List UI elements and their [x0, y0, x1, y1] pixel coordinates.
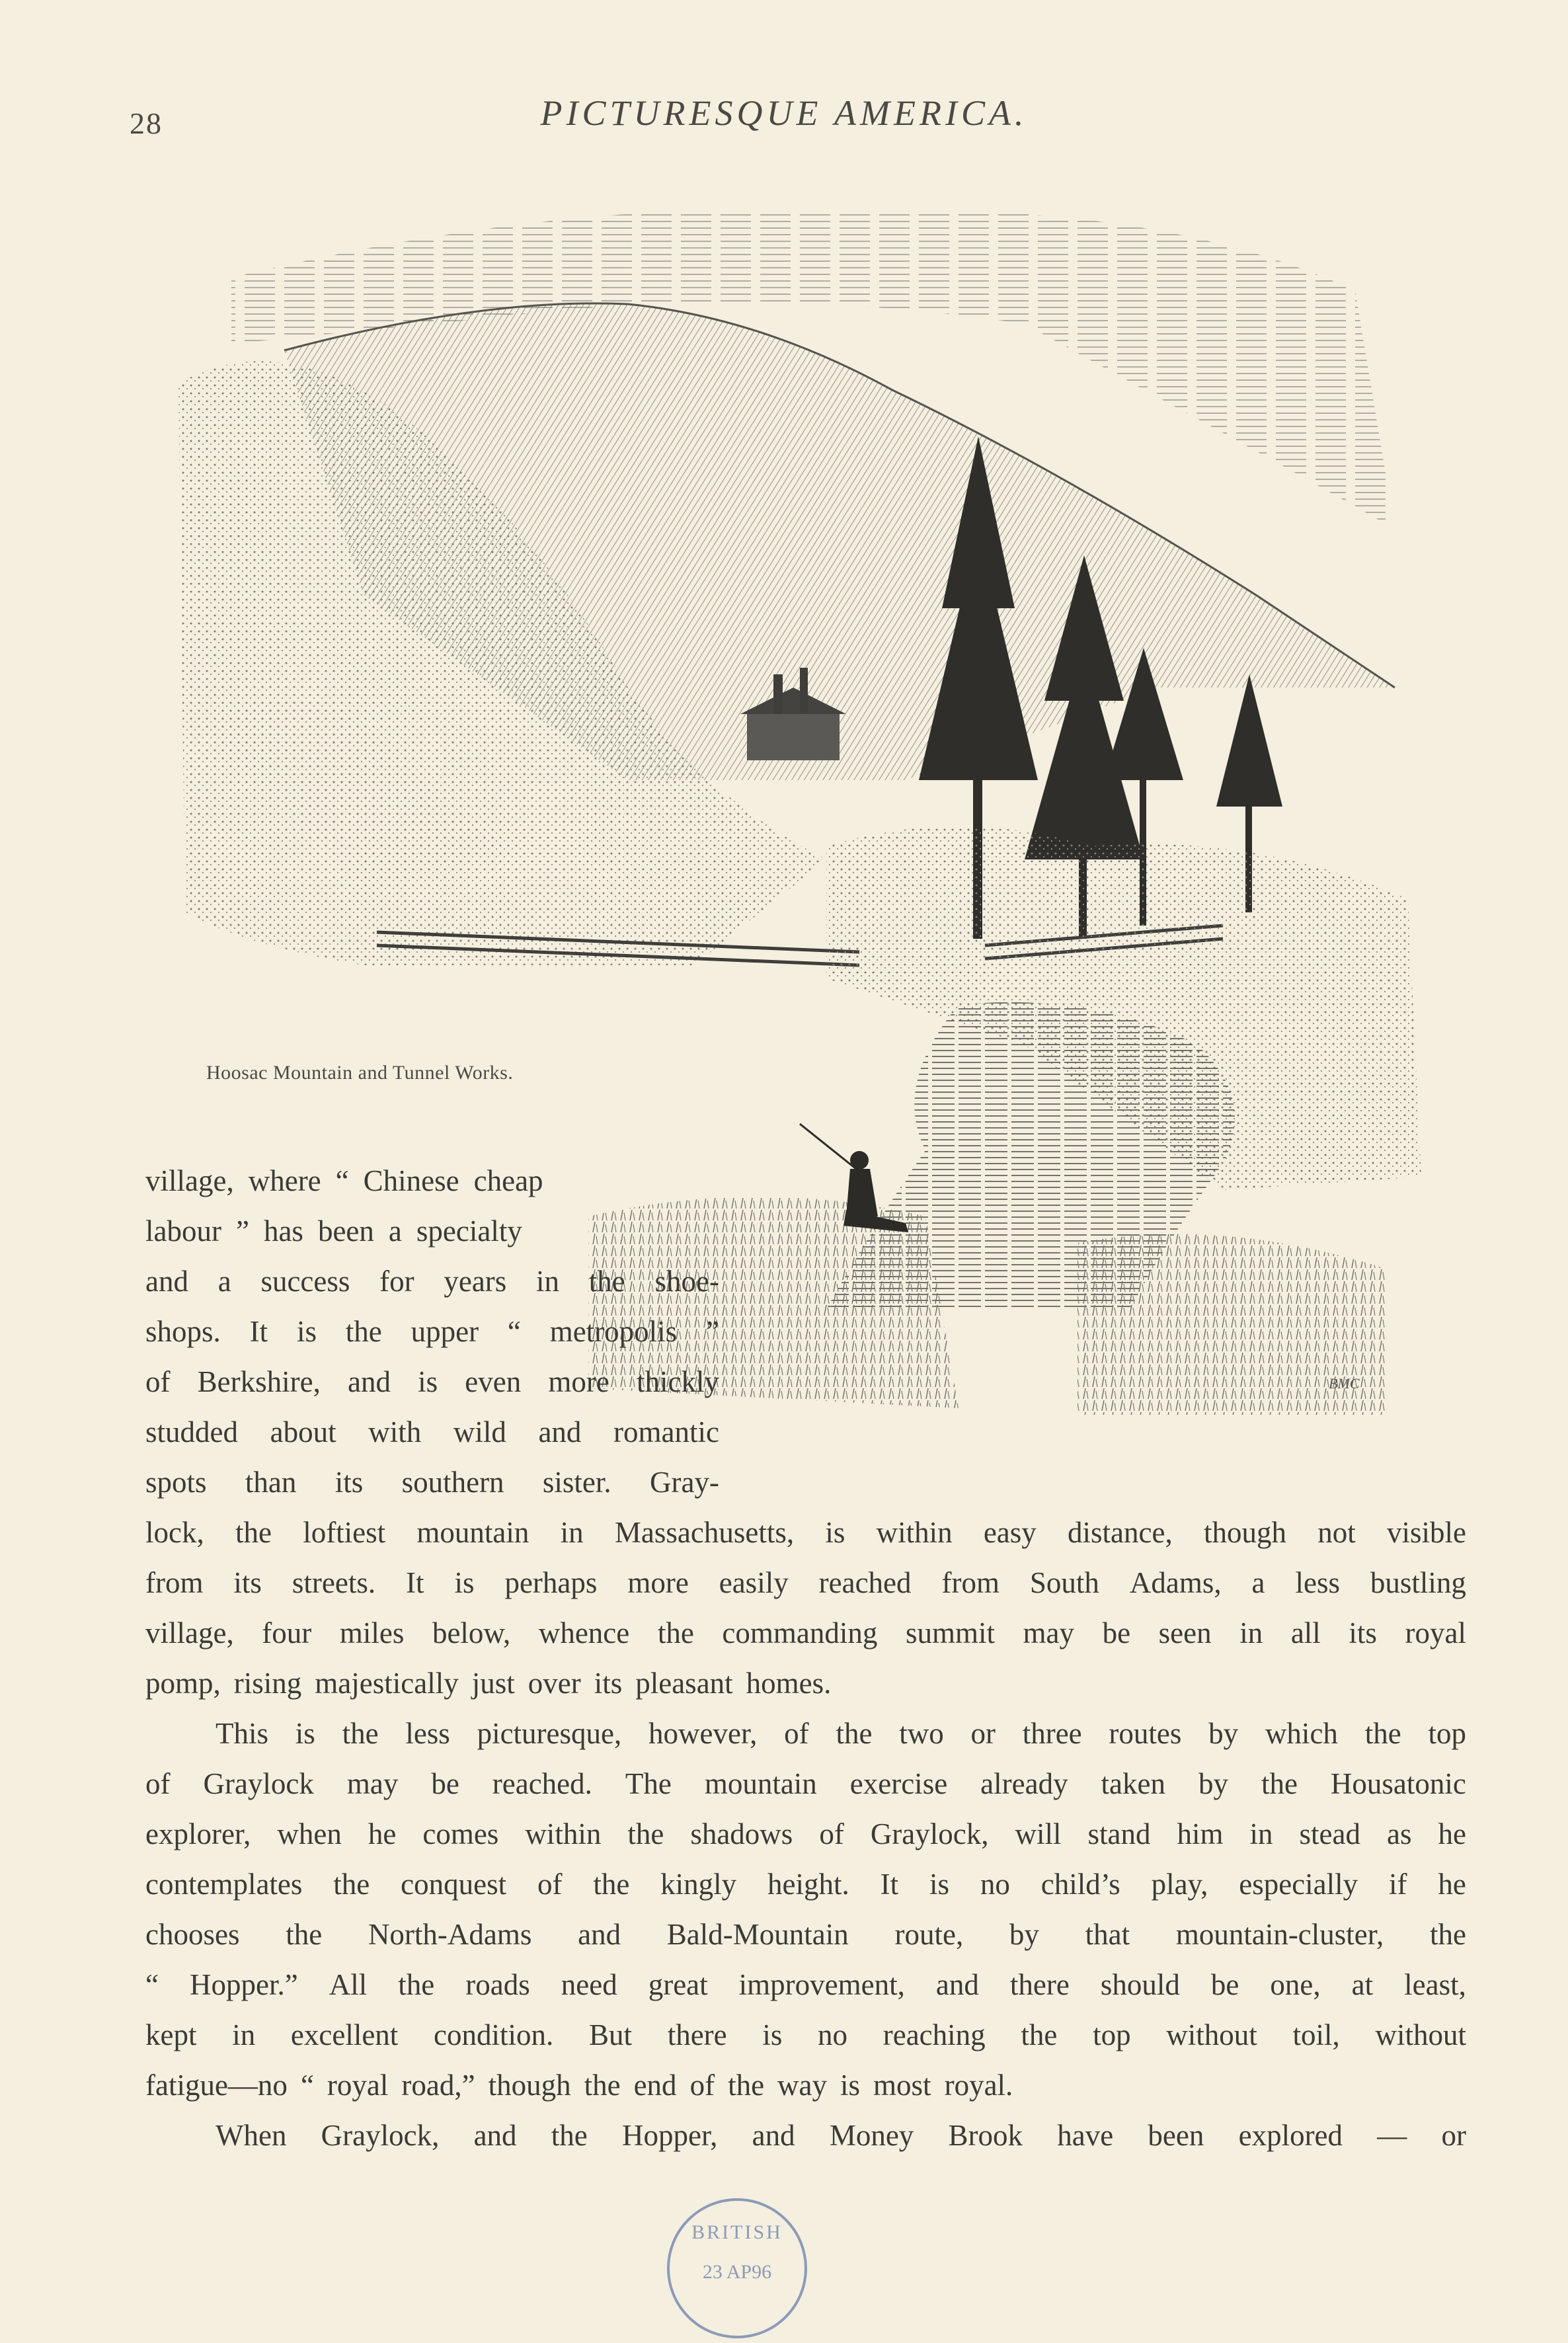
word: success — [260, 1265, 350, 1298]
word: studded — [145, 1415, 238, 1449]
word: that — [1085, 1918, 1130, 1951]
word: a — [1251, 1566, 1265, 1599]
word: whence — [538, 1616, 630, 1649]
word: It — [406, 1566, 424, 1599]
word: in — [1249, 1817, 1273, 1850]
word: is — [454, 1566, 475, 1599]
text-line — [145, 1608, 1466, 1658]
word: The — [625, 1767, 672, 1800]
word: upper — [411, 1315, 479, 1348]
word: Money — [829, 2119, 914, 2152]
word: South — [1029, 1566, 1099, 1599]
word: height. — [767, 1868, 849, 1901]
word: of — [145, 1365, 171, 1398]
word: the — [551, 2119, 588, 2152]
word: the — [584, 2069, 621, 2102]
word: the — [728, 2069, 765, 2102]
word: by — [1198, 1767, 1228, 1800]
word: contemplates — [145, 1868, 303, 1901]
word: conquest — [401, 1868, 507, 1901]
word: Massachusetts, — [614, 1516, 795, 1549]
word: may — [346, 1767, 399, 1800]
word: child’s — [1040, 1868, 1120, 1901]
word: streets. — [292, 1566, 376, 1599]
text-line — [145, 2010, 1466, 2060]
word: more — [627, 1566, 689, 1599]
word: exercise — [849, 1767, 948, 1800]
word: Graylock, — [870, 1817, 989, 1850]
word: “ — [335, 1164, 349, 1197]
word: of — [784, 1717, 809, 1750]
engraver-signature: BMC — [1329, 1375, 1360, 1392]
word: years — [444, 1265, 507, 1298]
word: within — [525, 1817, 602, 1850]
word: romantic — [613, 1415, 719, 1449]
word: routes — [1109, 1717, 1182, 1750]
library-stamp — [662, 2194, 812, 2343]
word: great — [648, 1968, 708, 2001]
word: is — [929, 1868, 949, 1901]
word: the — [1364, 1717, 1401, 1750]
word: if — [1389, 1868, 1407, 1901]
word: the — [1021, 2018, 1058, 2051]
word: top — [1428, 1717, 1466, 1750]
word: Chinese — [363, 1164, 459, 1197]
word: which — [1265, 1717, 1338, 1750]
word: four — [262, 1616, 312, 1649]
word: lock, — [145, 1516, 204, 1549]
text-line — [145, 1507, 1466, 1558]
word: a — [217, 1265, 231, 1298]
word: mountain — [704, 1767, 817, 1800]
word: Berkshire, — [197, 1365, 321, 1398]
word: “ — [507, 1315, 521, 1348]
word: miles — [339, 1616, 405, 1649]
word: the — [398, 1968, 435, 2001]
word: perhaps — [504, 1566, 598, 1599]
word: toil, — [1292, 2018, 1340, 2051]
text-line — [145, 1256, 719, 1306]
word: need — [561, 1968, 617, 2001]
word: the — [345, 1315, 382, 1348]
word: within — [876, 1516, 953, 1549]
word: way — [777, 2069, 828, 2102]
word: village, — [145, 1164, 234, 1197]
word: route, — [894, 1918, 964, 1951]
word: labour — [145, 1214, 221, 1248]
word: and — [752, 2119, 795, 2152]
word: Hopper, — [621, 2119, 718, 2152]
word: been — [1148, 2119, 1204, 2152]
illustration-caption: Hoosac Mountain and Tunnel Works. — [206, 1062, 514, 1084]
word: however, — [648, 1717, 758, 1750]
word: its — [233, 1566, 262, 1599]
word: kept — [145, 2018, 197, 2051]
text-line — [216, 2110, 1466, 2161]
word: seen — [1158, 1616, 1212, 1649]
word: the — [1429, 1918, 1466, 1951]
word: shops. — [145, 1315, 221, 1348]
word: picturesque, — [477, 1717, 622, 1750]
word: chooses — [145, 1918, 240, 1951]
word: shoe- — [654, 1265, 719, 1298]
word: improvement, — [738, 1968, 905, 2001]
word: “ — [145, 1968, 159, 2001]
word: the — [286, 1918, 323, 1951]
word: the — [836, 1717, 873, 1750]
word: have — [1057, 2119, 1114, 2152]
word: is — [418, 1365, 438, 1398]
word: rising — [233, 1667, 302, 1700]
word: pomp, — [145, 1667, 221, 1700]
text-line — [216, 1708, 1466, 1759]
text-line — [145, 1156, 719, 1206]
text-line — [145, 1407, 719, 1457]
word: and — [473, 2119, 517, 2152]
word: bustling — [1370, 1566, 1466, 1599]
word: — — [1377, 2119, 1407, 2152]
word: has — [263, 1214, 303, 1248]
word: explored — [1238, 2119, 1343, 2152]
word: Gray- — [650, 1466, 719, 1499]
word: a — [388, 1214, 402, 1248]
word: commanding — [722, 1616, 878, 1649]
word: Bald-Mountain — [666, 1918, 849, 1951]
running-head: PICTURESQUE AMERICA. — [540, 93, 1028, 133]
word: for — [379, 1265, 414, 1298]
word: summit — [905, 1616, 995, 1649]
word: be — [431, 1767, 459, 1800]
word: It — [880, 1868, 899, 1901]
word: comes — [422, 1817, 499, 1850]
word: royal. — [944, 2069, 1013, 2102]
word: in — [232, 2018, 256, 2051]
word: mountain-cluster, — [1175, 1918, 1384, 1951]
word: less — [1295, 1566, 1340, 1599]
word: Hopper.” — [190, 1968, 298, 2001]
word: royal — [327, 2069, 389, 2102]
word: there — [1009, 1968, 1070, 2001]
word: is — [762, 2018, 783, 2051]
word: loftiest — [303, 1516, 386, 1549]
word: one, — [1270, 1968, 1321, 2001]
word: stead — [1299, 1817, 1361, 1850]
word: All — [329, 1968, 368, 2001]
word: in — [1239, 1616, 1263, 1649]
word: no — [980, 1868, 1010, 1901]
word: distance, — [1068, 1516, 1173, 1549]
text-line — [145, 1759, 1466, 1809]
word: is — [840, 2069, 861, 2102]
word: even — [465, 1365, 522, 1398]
word: over — [528, 1667, 581, 1700]
word: there — [667, 2018, 727, 2051]
word: in — [560, 1516, 584, 1549]
word: village, — [145, 1616, 234, 1649]
word: about — [270, 1415, 336, 1449]
word: homes. — [746, 1667, 832, 1700]
text-line — [145, 1909, 1466, 1960]
word: When — [216, 2119, 287, 2152]
word: already — [980, 1767, 1068, 1800]
word: when — [277, 1817, 342, 1850]
word: Brook — [948, 2119, 1023, 2152]
word: shadows — [690, 1817, 793, 1850]
word: the — [342, 1717, 379, 1750]
text-line — [145, 1859, 1466, 1909]
word: reached. — [492, 1767, 592, 1800]
word: the — [657, 1616, 694, 1649]
word: be — [1102, 1616, 1131, 1649]
stamp-text-top: BRITISH — [691, 2221, 783, 2243]
word: reached — [818, 1566, 912, 1599]
text-line — [145, 1658, 1466, 1708]
word: he — [1438, 1817, 1466, 1850]
word: roads — [465, 1968, 530, 2001]
word: visible — [1386, 1516, 1466, 1549]
word: end — [633, 2069, 677, 2102]
word: specialty — [416, 1214, 522, 1248]
word: kingly — [660, 1868, 737, 1901]
word: he — [368, 1817, 397, 1850]
word: of — [819, 1817, 844, 1850]
word: of — [537, 1868, 563, 1901]
word: the — [333, 1868, 370, 1901]
word: than — [245, 1466, 297, 1499]
word: This — [216, 1717, 269, 1750]
word: and — [347, 1365, 391, 1398]
word: and — [538, 1415, 582, 1449]
word: from — [941, 1566, 1000, 1599]
word: thickly — [636, 1365, 719, 1398]
word: below, — [432, 1616, 511, 1649]
word: at — [1351, 1968, 1374, 2001]
word: by — [1009, 1918, 1039, 1951]
word: its — [594, 1667, 623, 1700]
word: and — [578, 1918, 621, 1951]
text-line — [145, 1558, 1466, 1608]
word: may — [1023, 1616, 1075, 1649]
word: is — [296, 1315, 317, 1348]
word: explorer, — [145, 1817, 251, 1850]
word: and — [145, 1265, 188, 1298]
word: southern — [401, 1466, 504, 1499]
word: without — [1166, 2018, 1257, 2051]
word: or — [970, 1717, 996, 1750]
word: wild — [453, 1415, 506, 1449]
word: by — [1208, 1717, 1239, 1750]
page-number: 28 — [130, 106, 163, 140]
word: top — [1093, 2018, 1131, 2051]
word: though — [488, 2069, 571, 2102]
word: ” — [706, 1315, 719, 1348]
word: is — [295, 1717, 315, 1750]
word: cheap — [473, 1164, 543, 1197]
word: just — [471, 1667, 515, 1700]
word: where — [248, 1164, 321, 1197]
word: sister. — [542, 1466, 611, 1499]
word: least, — [1404, 1968, 1466, 2001]
word: Graylock — [203, 1767, 314, 1800]
word: and — [935, 1968, 979, 2001]
word: It — [249, 1315, 268, 1348]
word: will — [1015, 1817, 1062, 1850]
text-line — [145, 1357, 719, 1407]
word: But — [588, 2018, 632, 2051]
word: as — [1387, 1817, 1412, 1850]
word: in — [536, 1265, 560, 1298]
word: the — [235, 1516, 272, 1549]
word: should — [1100, 1968, 1180, 2001]
word: the — [593, 1868, 630, 1901]
word: been — [317, 1214, 374, 1248]
word: ” — [235, 1214, 249, 1248]
text-line — [145, 1960, 1466, 2010]
word: North-Adams — [368, 1918, 532, 1951]
word: less — [405, 1717, 450, 1750]
word: its — [334, 1466, 364, 1499]
word: the — [588, 1265, 625, 1298]
word: play, — [1151, 1868, 1208, 1901]
word: its — [1349, 1616, 1377, 1649]
word: of — [145, 1767, 171, 1800]
word: reaching — [882, 2018, 986, 2051]
word: Graylock, — [321, 2119, 440, 2152]
word: Adams, — [1129, 1566, 1222, 1599]
word: he — [1438, 1868, 1466, 1901]
text-line — [145, 1206, 719, 1256]
word: majestically — [315, 1667, 459, 1700]
word: though — [1203, 1516, 1286, 1549]
word: road,” — [401, 2069, 475, 2102]
word: spots — [145, 1466, 207, 1499]
word: mountain — [416, 1516, 529, 1549]
word: most — [873, 2069, 931, 2102]
word: of — [689, 2069, 715, 2102]
word: stand — [1087, 1817, 1151, 1850]
word: or — [1441, 2119, 1466, 2152]
word: pleasant — [635, 1667, 733, 1700]
word: fatigue—no — [145, 2069, 288, 2102]
word: him — [1177, 1817, 1224, 1850]
word: be — [1210, 1968, 1239, 2001]
text-line — [145, 1306, 719, 1357]
word: excellent — [290, 2018, 399, 2051]
text-line — [145, 1457, 719, 1507]
word: all — [1290, 1616, 1321, 1649]
word: not — [1317, 1516, 1356, 1549]
word: easy — [983, 1516, 1037, 1549]
word: easily — [719, 1566, 789, 1599]
word: royal — [1405, 1616, 1466, 1649]
word: two — [899, 1717, 944, 1750]
word: the — [627, 1817, 664, 1850]
word: “ — [300, 2069, 314, 2102]
text-line — [145, 1809, 1466, 1859]
text-line — [145, 2060, 1466, 2110]
word: is — [825, 1516, 845, 1549]
word: taken — [1101, 1767, 1165, 1800]
word: without — [1375, 2018, 1466, 2051]
word: from — [145, 1566, 204, 1599]
word: the — [1261, 1767, 1298, 1800]
word: especially — [1239, 1868, 1358, 1901]
word: metropolis — [549, 1315, 678, 1348]
stamp-text-bottom: 23 AP96 — [702, 2261, 772, 2283]
word: no — [818, 2018, 848, 2051]
word: more — [548, 1365, 609, 1398]
word: condition. — [434, 2018, 554, 2051]
word: Housatonic — [1330, 1767, 1466, 1800]
word: three — [1022, 1717, 1082, 1750]
word: with — [368, 1415, 422, 1449]
